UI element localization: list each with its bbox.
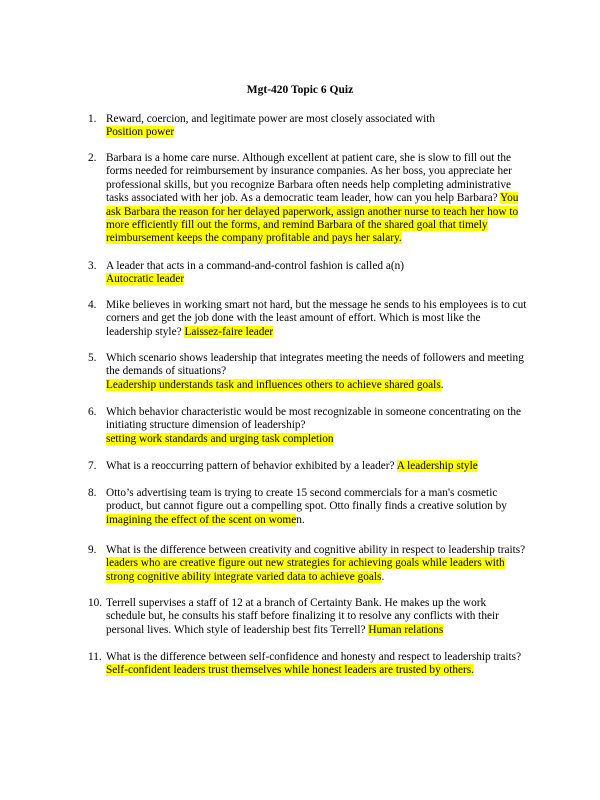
- answer-highlight: Position power: [106, 126, 175, 139]
- answer-highlight: imagining the effect of the scent on wome: [106, 513, 297, 526]
- answer-highlight: Self-confident leaders trust themselves while honest leaders are trusted by others.: [106, 664, 474, 677]
- question-3: [88, 260, 528, 287]
- question-number: 5.: [88, 352, 97, 364]
- question-number: 6.: [88, 406, 97, 418]
- question-text: What is the difference between creativity and cognitive ability in respect to leadership traits?: [106, 544, 526, 556]
- answer-highlight: Human relations: [368, 623, 444, 636]
- question-number: 4.: [88, 299, 97, 311]
- question-9: 9. What is the difference between creativity and cognitive ability in respect to leadership traits? leaders who are creative figure out new strategies for achieving goals while leaders with strong cognitive ability integrate varied data to achieve goals.: [88, 544, 526, 583]
- answer-highlight: Laissez-faire leader: [184, 325, 274, 338]
- question-8: 8. Otto’s advertising team is trying to create 15 second commercials for a man's cosmetic product, but cannot figure out a compelling spot. Otto finally finds a creative solution by imagining the effect of the scent on women.: [88, 487, 507, 526]
- question-text: Reward, coercion, and legitimate power are most closely associated with: [106, 113, 436, 125]
- answer-highlight: setting work standards and urging task completion: [106, 432, 334, 445]
- document-title: Mgt-420 Topic 6 Quiz: [246, 84, 354, 96]
- question-6: [88, 406, 528, 446]
- question-text: Barbara is a home care nurse. Although excellent at patient care, she is slow to fill out the forms needed for reimbursement by insurance companies. As her boss, you appreciate her professional skills, but you recognize Barbara often needs help completing administrative tasks associated with her job. As a democratic team leader, how can you help Barbara?: [106, 152, 512, 205]
- question-7: [88, 460, 528, 473]
- question-number: 2.: [88, 152, 97, 164]
- question-text: What is the difference between self-confidence and honesty and respect to leadership traits?: [106, 651, 522, 663]
- question-2: [88, 152, 528, 246]
- question-number: 8.: [88, 487, 97, 499]
- question-text: Which scenario shows leadership that integrates meeting the needs of followers and meeting the demands of situations?: [106, 352, 524, 378]
- question-number: 11.: [88, 651, 102, 663]
- question-number: 9.: [88, 544, 97, 556]
- question-11: [88, 651, 528, 678]
- question-1: [88, 113, 528, 140]
- question-text: Otto’s advertising team is trying to create 15 second commercials for a man's cosmetic product, but cannot figure out a compelling spot. Otto finally finds a creative solution by: [106, 487, 507, 513]
- question-number: 10.: [88, 597, 103, 609]
- question-text: What is a reoccurring pattern of behavior exhibited by a leader?: [106, 460, 395, 472]
- question-5: 5. Which scenario shows leadership that integrates meeting the needs of followers and meeting the demands of situations? Leadership understands task and influences others to achieve shared goals.: [88, 352, 524, 391]
- answer-highlight: Autocratic leader: [106, 273, 185, 286]
- question-text: Terrell supervises a staff of 12 at a branch of Certainty Bank. He makes up the work schedule but, he consults his staff before finalizing it to resolve any conflicts with their personal lives. Which style of leadership best fits Terrell?: [106, 597, 499, 636]
- question-text: Mike believes in working smart not hard, but the message he sends to his employees is to cut corners and get the job done with the least amount of effort. Which is most like the leadership style?: [106, 299, 527, 338]
- question-number: 1.: [88, 113, 97, 125]
- answer-highlight: leaders who are creative figure out new strategies for achieving goals while leaders with strong cognitive ability integrate varied data to achieve goals: [106, 557, 505, 583]
- question-text: A leader that acts in a command-and-control fashion is called a(n): [106, 260, 404, 272]
- answer-highlight: A leadership style: [396, 460, 478, 472]
- answer-highlight: You ask Barbara the reason for her delayed paperwork, assign another nurse to teach her how to more efficiently fill out the forms, and remind Barbara of the shared goal that timely reimbursement keeps the company profitable and pays her salary.: [106, 192, 519, 245]
- question-10: [88, 597, 528, 637]
- answer-highlight: Leadership understands task and influences others to achieve shared goals: [106, 378, 441, 391]
- question-4: [88, 299, 528, 339]
- question-text: Which behavior characteristic would be most recognizable in someone concentrating on the initiating structure dimension of leadership?: [106, 406, 522, 432]
- question-number: 3.: [88, 260, 97, 272]
- question-number: 7.: [88, 460, 97, 472]
